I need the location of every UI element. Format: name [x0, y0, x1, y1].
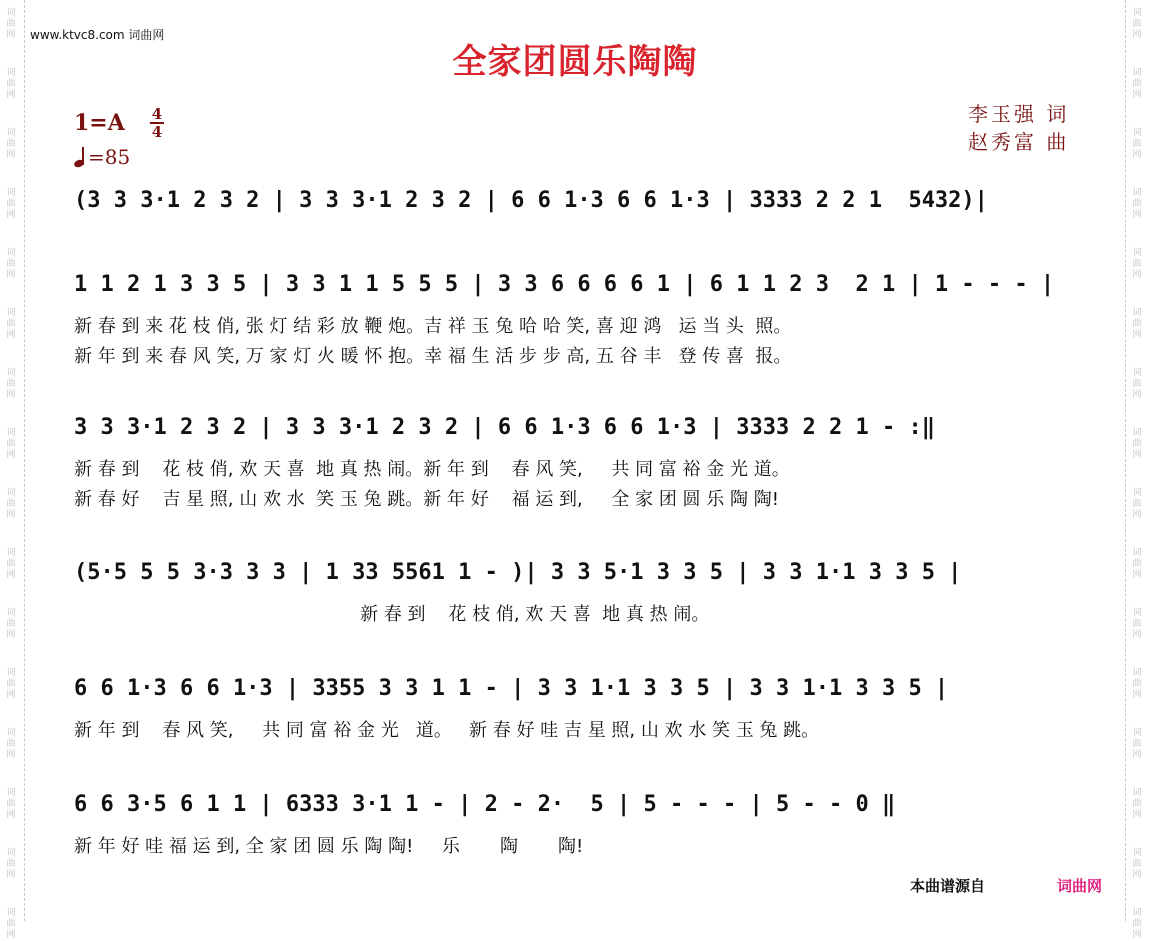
watermark-text: 词 曲 网 — [6, 368, 16, 400]
watermark-text: 词 曲 网 — [6, 668, 16, 700]
notation-line: 6 6 3·5 6 1 1 | 6333 3·1 1 - | 2 - 2· 5 | 5 - - - | 5 - - 0 ‖ — [74, 792, 896, 817]
lyric-line: 新 年 到 来 春 风 笑, 万 家 灯 火 暖 怀 抱。幸 福 生 活 步 步 高, 五 谷 丰 登 传 喜 报。 — [74, 346, 792, 367]
right-margin-watermark — [1125, 0, 1150, 940]
notation-line: 6 6 1·3 6 6 1·3 | 3355 3 3 1 1 - | 3 3 1·1 3 3 5 | 3 3 1·1 3 3 5 | — [74, 676, 949, 701]
watermark-text: 词 曲 网 — [1132, 668, 1142, 700]
watermark-text: 词 曲 网 — [6, 488, 16, 520]
watermark-text: 词 曲 网 — [6, 248, 16, 280]
lyric-line: 新 年 到 春 风 笑, 共 同 富 裕 金 光 道。 新 春 好 哇 吉 星 照, 山 欢 水 笑 玉 兔 跳。 — [74, 720, 820, 741]
tempo-value: =85 — [88, 145, 131, 169]
watermark-text: 词 曲 网 — [6, 848, 16, 880]
watermark-text: 词 曲 网 — [6, 908, 16, 940]
watermark-text: 词 曲 网 — [6, 428, 16, 460]
watermark-text: 词 曲 网 — [1132, 428, 1142, 460]
notation-line: (5·5 5 5 3·3 3 3 | 1 33 5561 1 - )| 3 3 5·1 3 3 5 | 3 3 1·1 3 3 5 | — [74, 560, 962, 585]
source-url: www.ktvc8.com 词曲网 — [30, 28, 165, 42]
lyricist-credit: 李玉强 词 — [968, 102, 1070, 126]
watermark-text: 词 曲 网 — [1132, 848, 1142, 880]
watermark-text: 词 曲 网 — [6, 308, 16, 340]
lyric-line: 新 春 到 花 枝 俏, 欢 天 喜 地 真 热 闹。新 年 到 春 风 笑, 共 同 富 裕 金 光 道。 — [74, 459, 790, 480]
watermark-text: 词 曲 网 — [6, 68, 16, 100]
lyric-line: 新 年 好 哇 福 运 到, 全 家 团 圆 乐 陶 陶! 乐 陶 陶! — [74, 836, 584, 857]
lyric-line: 新 春 好 吉 星 照, 山 欢 水 笑 玉 兔 跳。新 年 好 福 运 到, 全 家 团 圆 乐 陶 陶! — [74, 489, 779, 510]
watermark-text: 词 曲 网 — [1132, 608, 1142, 640]
footer-site-link[interactable]: 词曲网 — [1057, 877, 1103, 895]
time-signature — [148, 106, 166, 140]
watermark-text: 词 曲 网 — [1132, 188, 1142, 220]
tempo-marking — [74, 145, 130, 169]
watermark-text: 词 曲 网 — [1132, 248, 1142, 280]
notation-line: 3 3 3·1 2 3 2 | 3 3 3·1 2 3 2 | 6 6 1·3 6 6 1·3 | 3333 2 2 1 - :‖ — [74, 415, 935, 440]
watermark-text: 词 曲 网 — [6, 128, 16, 160]
notation-line: 1 1 2 1 3 3 5 | 3 3 1 1 5 5 5 | 3 3 6 6 6 6 1 | 6 1 1 2 3 2 1 | 1 - - - | — [74, 272, 1055, 297]
watermark-text: 词 曲 网 — [1132, 548, 1142, 580]
watermark-text: 词 曲 网 — [6, 728, 16, 760]
key-signature: 1=A — [74, 110, 125, 136]
page-title: 全家团圆乐陶陶 — [452, 42, 698, 82]
watermark-text: 词 曲 网 — [6, 788, 16, 820]
watermark-text: 词 曲 网 — [6, 608, 16, 640]
watermark-text: 词 曲 网 — [1132, 368, 1142, 400]
time-signature-top: 4 — [151, 105, 163, 123]
watermark-text: 词 曲 网 — [1132, 488, 1142, 520]
watermark-text: 词 曲 网 — [1132, 8, 1142, 40]
lyric-line: 新 春 到 来 花 枝 俏, 张 灯 结 彩 放 鞭 炮。吉 祥 玉 兔 哈 哈 笑, 喜 迎 鸿 运 当 头 照。 — [74, 316, 792, 337]
watermark-text: 词 曲 网 — [1132, 308, 1142, 340]
footer-source-note: 本曲谱源自 — [910, 877, 986, 895]
time-signature-bottom: 4 — [151, 123, 163, 141]
left-margin-watermark — [0, 0, 25, 940]
notation-line: (3 3 3·1 2 3 2 | 3 3 3·1 2 3 2 | 6 6 1·3 6 6 1·3 | 3333 2 2 1 5432)| — [74, 188, 988, 213]
watermark-text: 词 曲 网 — [1132, 788, 1142, 820]
composer-credit: 赵秀富 曲 — [968, 130, 1070, 154]
quarter-note-icon — [74, 147, 88, 167]
watermark-text: 词 曲 网 — [6, 548, 16, 580]
watermark-text: 词 曲 网 — [1132, 908, 1142, 940]
watermark-text: 词 曲 网 — [1132, 128, 1142, 160]
watermark-text: 词 曲 网 — [6, 8, 16, 40]
watermark-text: 词 曲 网 — [1132, 728, 1142, 760]
watermark-text: 词 曲 网 — [6, 188, 16, 220]
watermark-text: 词 曲 网 — [1132, 68, 1142, 100]
lyric-line: 新 春 到 花 枝 俏, 欢 天 喜 地 真 热 闹。 — [74, 604, 710, 625]
